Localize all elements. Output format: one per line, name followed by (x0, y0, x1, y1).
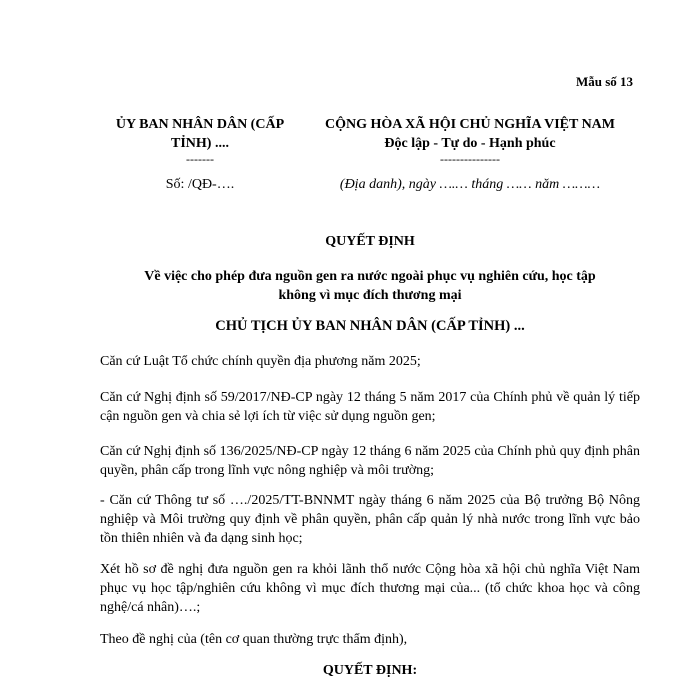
form-number: Mẫu số 13 (575, 74, 633, 89)
issuing-authority-line2: TỈNH) .... (171, 136, 229, 151)
place-and-date: (Địa danh), ngày ….… tháng …… năm ……… (339, 177, 601, 192)
subtitle-line1: Về việc cho phép đưa nguồn gen ra nước ngoài phục vụ nghiên cứu, học tập (144, 269, 596, 284)
decision-heading: QUYẾT ĐỊNH: (322, 663, 418, 678)
proposal-paragraph: Theo đề nghị của (tên cơ quan thường trực thẩm định), (100, 632, 408, 647)
legal-basis-paragraph-4: - Căn cứ Thông tư số …./2025/TT-BNNMT ngày tháng 6 năm 2025 của Bộ trưởng Bộ Nông nghiệp và Môi trường quy định về phân quyền, phân cấp quản lý nhà nước trong lĩnh vực bảo tồn thiên nhiên và đa dạng sinh học; (100, 493, 640, 546)
document-subtitle (100, 267, 640, 305)
document-title: QUYẾT ĐỊNH (325, 234, 415, 249)
issuing-authority-line1: ỦY BAN NHÂN DÂN (CẤP (115, 117, 285, 132)
legal-basis-paragraph-3: Căn cứ Nghị định số 136/2025/NĐ-CP ngày 12 tháng 6 năm 2025 của Chính phủ quy định phân quyền, phân cấp trong lĩnh vực nông nghiệp và môi trường; (100, 444, 640, 478)
legal-basis-paragraph-1: Căn cứ Luật Tổ chức chính quyền địa phương năm 2025; (100, 354, 421, 369)
issuing-authority-header (100, 115, 300, 165)
legal-basis-paragraph-2: Căn cứ Nghị định số 59/2017/NĐ-CP ngày 12 tháng 5 năm 2017 của Chính phủ về quản lý tiếp cận nguồn gen và chia sẻ lợi ích từ việc sử dụng nguồn gen; (100, 390, 640, 424)
right-header-divider: --------------- (440, 152, 500, 166)
subtitle-line2: không vì mục đích thương mại (278, 288, 462, 303)
left-header-divider: ------- (186, 152, 214, 166)
national-motto: Độc lập - Tự do - Hạnh phúc (384, 136, 556, 151)
truncated-next-line (100, 690, 640, 700)
document-number: Số: /QĐ-…. (165, 177, 235, 192)
national-title-header (300, 115, 640, 165)
national-title: CỘNG HÒA XÃ HỘI CHỦ NGHĨA VIỆT NAM (324, 117, 615, 132)
authority-heading: CHỦ TỊCH ỦY BAN NHÂN DÂN (CẤP TỈNH) ... (215, 318, 525, 334)
dossier-consideration-paragraph: Xét hồ sơ đề nghị đưa nguồn gen ra khỏi lãnh thổ nước Cộng hòa xã hội chủ nghĩa Việt Nam phục vụ học tập/nghiên cứu không vì mục đích thương mại của... (tổ chức khoa học và công nghệ/cá nhân)….; (100, 562, 640, 615)
